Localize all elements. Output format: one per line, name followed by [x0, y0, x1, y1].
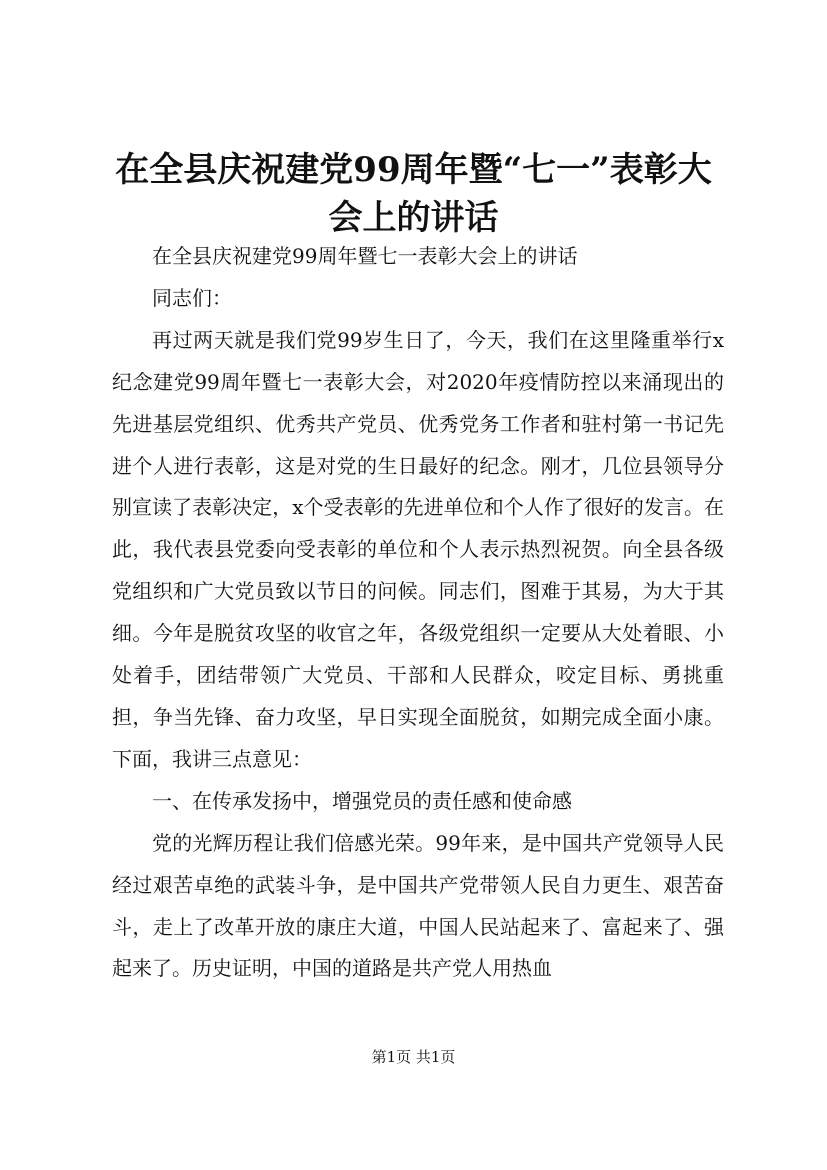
subtitle-paragraph: 在全县庆祝建党99周年暨七一表彰大会上的讲话 — [152, 244, 578, 268]
body-paragraph: 党的光辉历程让我们倍感光荣。99年来，是中国共产党领导人民经过艰苦卓绝的武装斗争，是中国共产党带领人民自力更生、艰苦奋斗，走上了改革开放的康庄大道，中国人民站起来了、富起来了、强起来了。历史证明，中国的道路是共产党人用热血 — [112, 830, 724, 981]
document-title: 在全县庆祝建党99周年暨“七一”表彰大会上的讲话 — [115, 150, 712, 238]
salutation-paragraph: 同志们： — [152, 285, 232, 310]
page-footer: 第1页 共1页 — [371, 1048, 456, 1066]
document-body — [112, 236, 724, 990]
section-heading: 一、在传承发扬中，增强党员的责任感和使命感 — [152, 788, 572, 813]
body-paragraph: 再过两天就是我们党99岁生日了，今天，我们在这里隆重举行x纪念建党99周年暨七一表彰大会，对2020年疫情防控以来涌现出的先进基层党组织、优秀共产党员、优秀党务工作者和驻村第一书记先进个人进行表彰，这是对党的生日最好的纪念。刚才，几位县领导分别宣读了表彰决定，x个受表彰的先进单位和个人作了很好的发言。在此，我代表县党委向受表彰的单位和个人表示热烈祝贺。向全县各级党组织和广大党员致以节日的问候。同志们，图难于其易，为大于其细。今年是脱贫攻坚的收官之年，各级党组织一定要从大处着眼、小处着手，团结带领广大党员、干部和人民群众，咬定目标、勇挑重担，争当先锋、奋力攻坚，早日实现全面脱贫，如期完成全面小康。下面，我讲三点意见： — [112, 327, 724, 771]
